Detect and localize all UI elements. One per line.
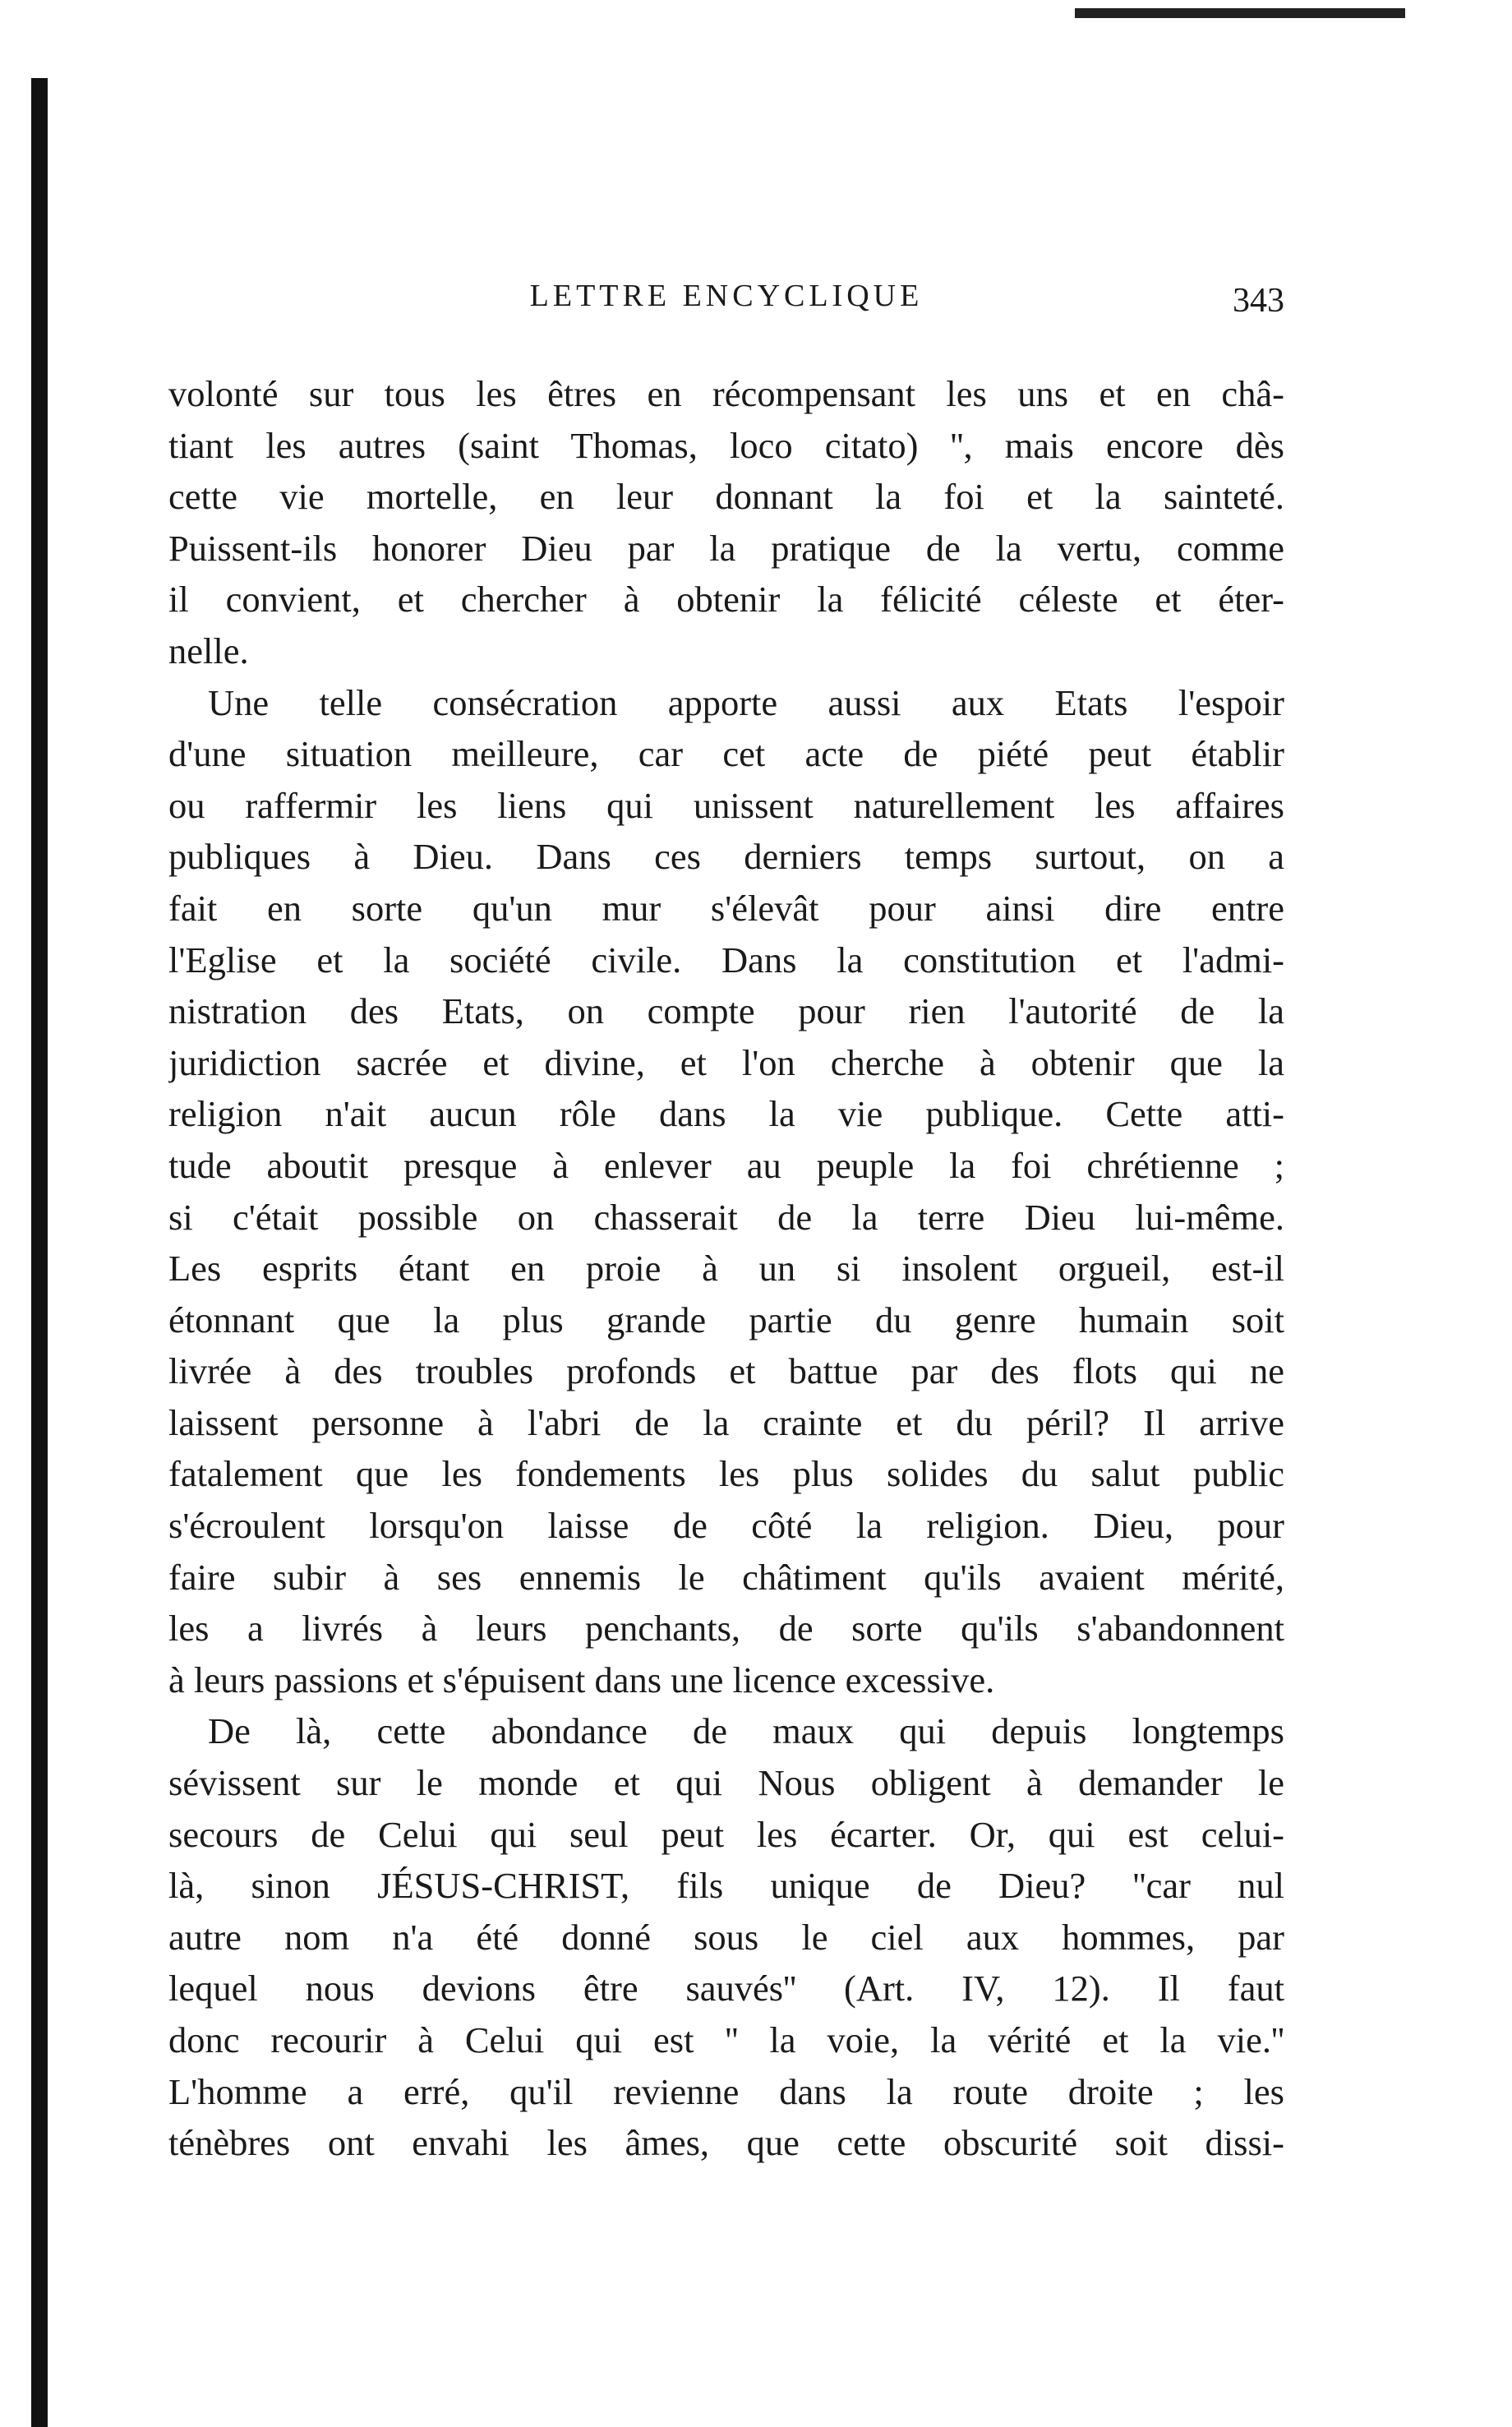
header-title: LETTRE ENCYCLIQUE [529,279,924,313]
text-line: tude aboutit presque à enlever au peuple la foi chrétienne ; [168,1144,1284,1186]
paragraph-start-line: De là, cette abondance de maux qui depuis longtemps [208,1710,1284,1752]
text-line: là, sinon JÉSUS-CHRIST, fils unique de Dieu? ''car nul [168,1865,1284,1907]
text-line: faire subir à ses ennemis le châtiment qu'ils avaient mérité, [168,1556,1284,1598]
text-line: les a livrés à leurs penchants, de sorte qu'ils s'abandonnent [168,1608,1284,1650]
text-line: secours de Celui qui seul peut les écarter. Or, qui est celui- [168,1813,1284,1855]
text-line: tiant les autres (saint Thomas, loco citato) '', mais encore dès [168,424,1284,466]
text-line: ténèbres ont envahi les âmes, que cette obscurité soit dissi- [168,2122,1284,2164]
scan-binding-edge [31,78,48,2427]
text-line: livrée à des troubles profonds et battue par des flots qui ne [168,1350,1284,1392]
text-line: Puissent-ils honorer Dieu par la pratique de la vertu, comme [168,527,1284,569]
text-line: religion n'ait aucun rôle dans la vie publique. Cette atti- [168,1093,1284,1135]
text-line: publiques à Dieu. Dans ces derniers temps surtout, on a [168,836,1284,878]
text-line: étonnant que la plus grande partie du genre humain soit [168,1299,1284,1340]
text-line: cette vie mortelle, en leur donnant la foi et la sainteté. [168,476,1284,518]
page-number: 343 [1233,282,1284,320]
text-line: juridiction sacrée et divine, et l'on cherche à obtenir que la [168,1041,1284,1083]
text-line: nelle. [168,630,249,671]
text-line: lequel nous devions être sauvés'' (Art. IV, 12). Il faut [168,1968,1284,2009]
paragraph-start-line: Une telle consécration apporte aussi aux Etats l'espoir [208,681,1284,723]
text-line: d'une situation meilleure, car cet acte de piété peut établir [168,733,1284,775]
text-line: L'homme a erré, qu'il revienne dans la route droite ; les [168,2070,1284,2112]
book-page [168,271,1284,2169]
text-line: donc recourir à Celui qui est '' la voie, la vérité et la vie.'' [168,2019,1284,2060]
text-line: il convient, et chercher à obtenir la félicité céleste et éter- [168,579,1284,621]
text-line: ou raffermir les liens qui unissent naturellement les affaires [168,784,1284,826]
text-line: volonté sur tous les êtres en récompensant les uns et en châ- [168,373,1284,414]
text-line: Les esprits étant en proie à un si insolent orgueil, est-il [168,1248,1284,1290]
running-header [168,271,1284,329]
text-line: fait en sorte qu'un mur s'élevât pour ainsi dire entre [168,887,1284,929]
scan-top-mark [1075,8,1405,18]
text-line: autre nom n'a été donné sous le ciel aux hommes, par [168,1916,1284,1958]
text-line: s'écroulent lorsqu'on laisse de côté la religion. Dieu, pour [168,1505,1284,1547]
text-line: fatalement que les fondements les plus solides du salut public [168,1453,1284,1495]
body-text [168,368,1284,2169]
text-line: sévissent sur le monde et qui Nous obligent à demander le [168,1762,1284,1804]
text-line: à leurs passions et s'épuisent dans une licence excessive. [168,1659,995,1700]
text-line: l'Eglise et la société civile. Dans la constitution et l'admi- [168,939,1284,980]
text-line: laissent personne à l'abri de la crainte et du péril? Il arrive [168,1401,1284,1443]
text-line: nistration des Etats, on compte pour rien l'autorité de la [168,990,1284,1032]
text-line: si c'était possible on chasserait de la terre Dieu lui-même. [168,1196,1284,1238]
